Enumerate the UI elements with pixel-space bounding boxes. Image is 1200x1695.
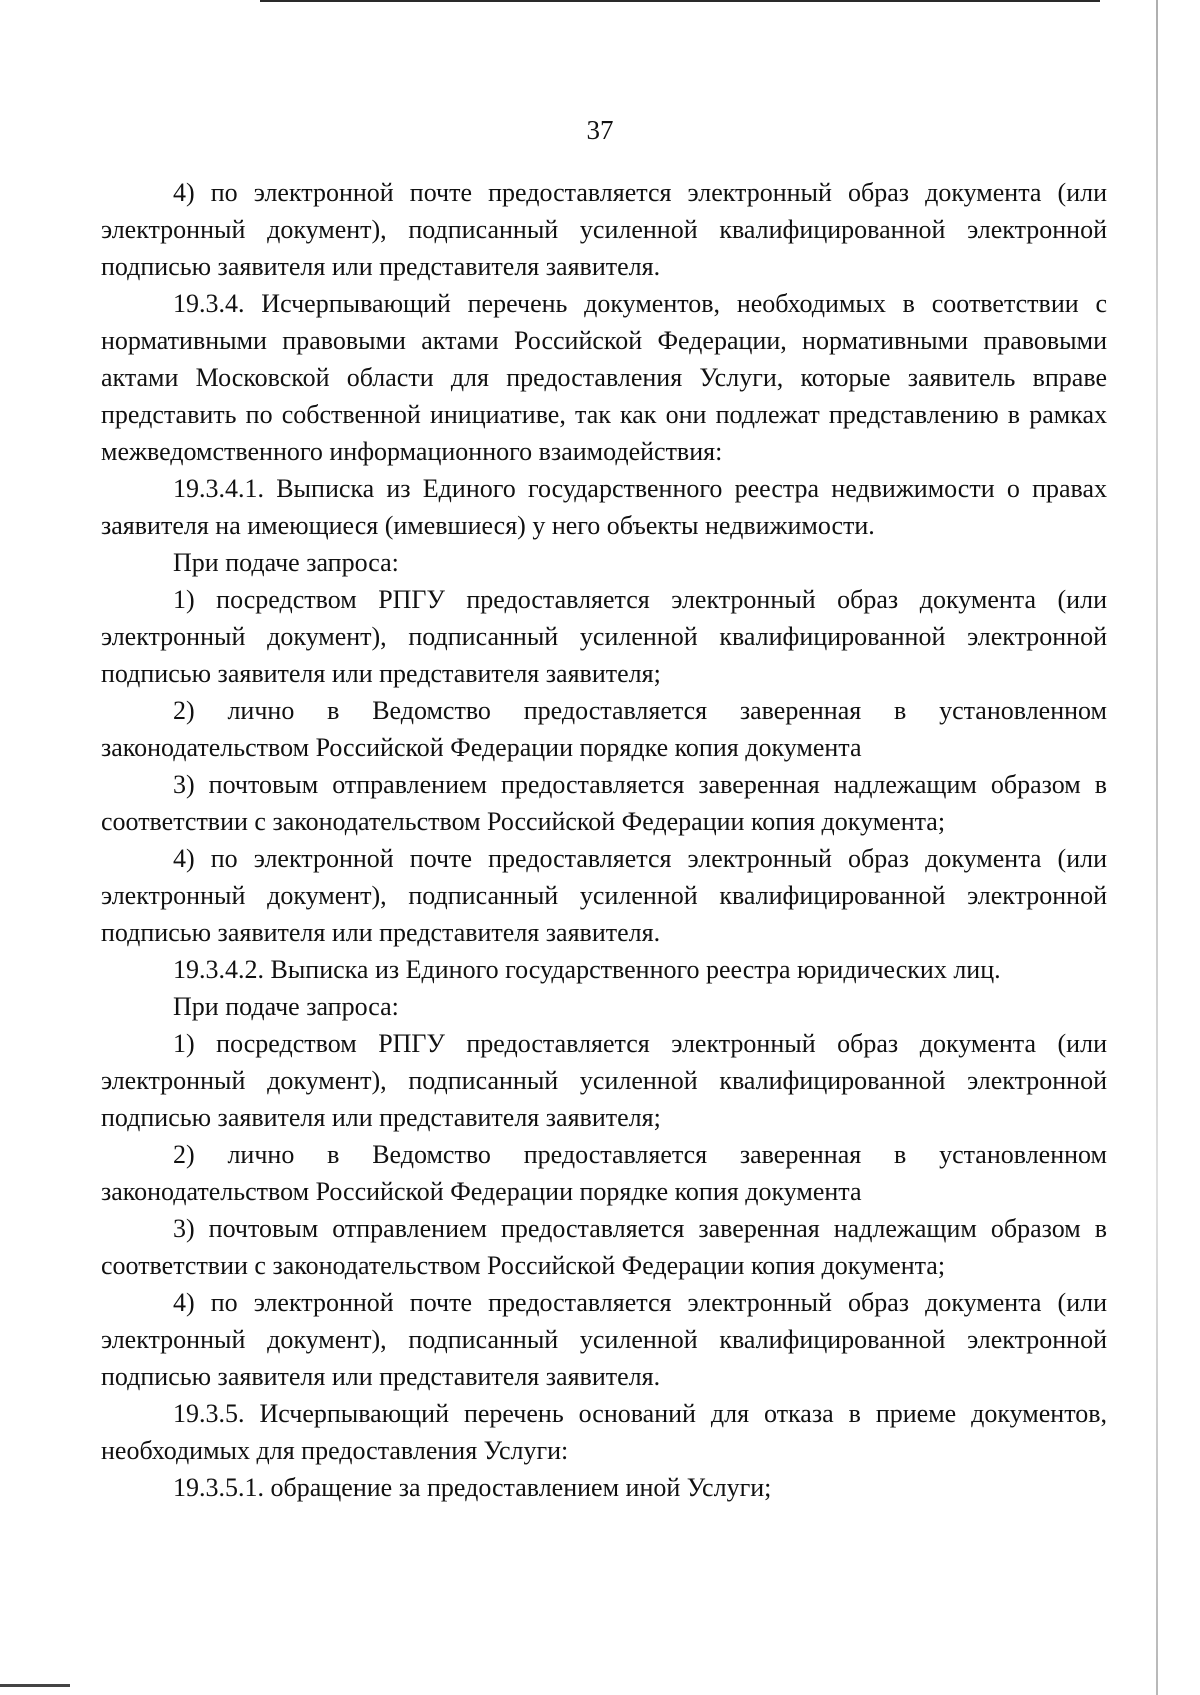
paragraph-item-2-in-person: 2) лично в Ведомство предоставляется заверенная в установленном законодательством Российской Федерации порядке копия документа <box>101 1140 1107 1206</box>
scan-edge-top <box>260 0 1100 2</box>
scan-corner-mark <box>0 1684 70 1687</box>
paragraph-item-3-postal: 3) почтовым отправлением предоставляется заверенная надлежащим образом в соответствии с законодательством Российской Федерации копия документа; <box>101 1214 1107 1280</box>
paragraph-item-4-email: 4) по электронной почте предоставляется электронный образ документа (или электронный документ), подписанный усиленной квалифицированной электронной подписью заявителя или представителя заявителя. <box>101 1288 1107 1391</box>
paragraph-19-3-4-2: 19.3.4.2. Выписка из Единого государственного реестра юридических лиц. <box>173 955 1001 984</box>
paragraph-request-heading: При подаче запроса: <box>173 548 399 577</box>
document-body <box>101 174 1107 1506</box>
paragraph-19-3-4-1: 19.3.4.1. Выписка из Единого государственного реестра недвижимости о правах заявителя на имеющиеся (имевшиеся) у него объекты недвижимости. <box>101 474 1107 540</box>
paragraph-item-3-postal: 3) почтовым отправлением предоставляется заверенная надлежащим образом в соответствии с законодательством Российской Федерации копия документа; <box>101 770 1107 836</box>
paragraph-item-1-rpgu: 1) посредством РПГУ предоставляется электронный образ документа (или электронный документ), подписанный усиленной квалифицированной электронной подписью заявителя или представителя заявителя; <box>101 1029 1107 1132</box>
paragraph-request-heading: При подаче запроса: <box>173 992 399 1021</box>
paragraph-19-3-5-1: 19.3.5.1. обращение за предоставлением иной Услуги; <box>173 1473 772 1502</box>
paragraph-item-2-in-person: 2) лично в Ведомство предоставляется заверенная в установленном законодательством Российской Федерации порядке копия документа <box>101 696 1107 762</box>
scan-edge-right <box>1156 0 1158 1695</box>
paragraph-item-4-email: 4) по электронной почте предоставляется электронный образ документа (или электронный документ), подписанный усиленной квалифицированной электронной подписью заявителя или представителя заявителя. <box>101 178 1107 281</box>
paragraph-item-1-rpgu: 1) посредством РПГУ предоставляется электронный образ документа (или электронный документ), подписанный усиленной квалифицированной электронной подписью заявителя или представителя заявителя; <box>101 585 1107 688</box>
paragraph-19-3-4: 19.3.4. Исчерпывающий перечень документов, необходимых в соответствии с нормативными правовыми актами Российской Федерации, нормативными правовыми актами Московской области для предоставления Услуги, которые заявитель вправе представить по собственной инициативе, так как они подлежат представлению в рамках межведомственного информационного взаимодействия: <box>101 289 1107 466</box>
paragraph-19-3-5: 19.3.5. Исчерпывающий перечень оснований для отказа в приеме документов, необходимых для предоставления Услуги: <box>101 1399 1107 1465</box>
page-number: 37 <box>586 115 614 145</box>
paragraph-item-4-email: 4) по электронной почте предоставляется электронный образ документа (или электронный документ), подписанный усиленной квалифицированной электронной подписью заявителя или представителя заявителя. <box>101 844 1107 947</box>
